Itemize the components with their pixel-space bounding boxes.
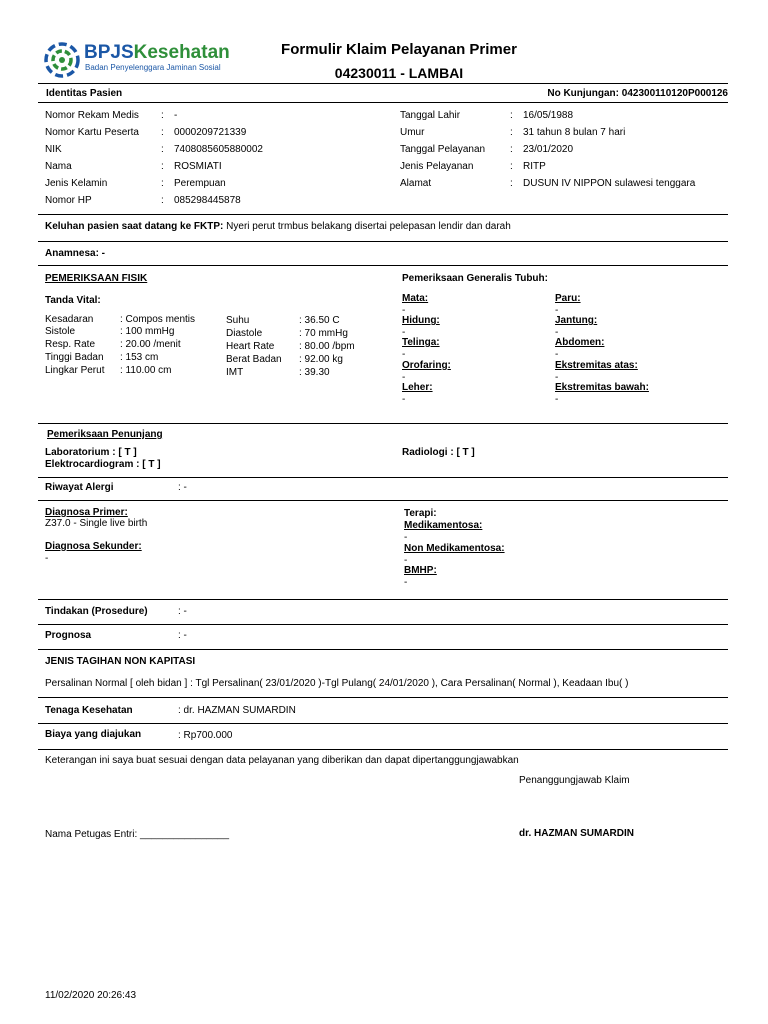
divider — [38, 624, 728, 625]
generalis-value: - — [402, 372, 406, 383]
field-label: Nomor HP — [45, 195, 92, 206]
vital-value: : 100 mmHg — [120, 326, 175, 337]
medikamentosa-label: Medikamentosa: — [404, 520, 483, 531]
logo-tagline: Badan Penyelenggara Jaminan Sosial — [85, 63, 221, 72]
bpjs-logo-icon — [44, 42, 80, 78]
divider — [38, 697, 728, 698]
generalis-value: - — [555, 305, 559, 316]
generalis-value: - — [402, 327, 406, 338]
elektrocardiogram: Elektrocardiogram : [ T ] — [45, 459, 161, 470]
vital-label: Berat Badan — [226, 354, 282, 365]
vital-value: : 20.00 /menit — [120, 339, 181, 350]
logo-brand-kesehatan: Kesehatan — [133, 42, 230, 63]
field-sep: : — [510, 127, 513, 138]
generalis-value: - — [402, 305, 406, 316]
vital-value: : 80.00 /bpm — [299, 341, 355, 352]
field-value: 7408085605880002 — [174, 144, 263, 155]
field-value: DUSUN IV NIPPON sulawesi tenggara — [523, 178, 696, 189]
vital-value: : 39.30 — [299, 367, 330, 378]
field-label: Tanggal Pelayanan — [400, 144, 486, 155]
tanda-vital-heading: Tanda Vital: — [45, 295, 101, 306]
generalis-label: Ekstremitas atas: — [555, 360, 638, 371]
generalis-value: - — [555, 327, 559, 338]
generalis-value: - — [402, 349, 406, 360]
penanggungjawab: Penanggungjawab Klaim — [519, 775, 630, 786]
divider — [38, 749, 728, 750]
vital-value: : 70 mmHg — [299, 328, 348, 339]
tindakan-value: : - — [178, 606, 187, 617]
field-sep: : — [161, 178, 164, 189]
dokter-signature: dr. HAZMAN SUMARDIN — [519, 828, 634, 839]
logo-brand-bpjs: BPJS — [84, 42, 134, 63]
vital-value: : 36.50 C — [299, 315, 340, 326]
field-value: 31 tahun 8 bulan 7 hari — [523, 127, 626, 138]
divider — [38, 265, 728, 266]
field-sep: : — [161, 144, 164, 155]
pemeriksaan-fisik-heading: PEMERIKSAAN FISIK — [45, 273, 148, 284]
divider — [38, 241, 728, 242]
bmhp-label: BMHP: — [404, 565, 437, 576]
divider — [38, 214, 728, 215]
generalis-label: Abdomen: — [555, 337, 605, 348]
field-sep: : — [161, 110, 164, 121]
non-kapitasi-text: Persalinan Normal [ oleh bidan ] : Tgl Persalinan( 23/01/2020 )-Tgl Pulang( 24/01/2020 ), Cara Persalinan( Normal ), Keadaan Ibu( ) — [45, 678, 629, 689]
generalis-label: Ekstremitas bawah: — [555, 382, 649, 393]
field-value: ROSMIATI — [174, 161, 222, 172]
generalis-value: - — [402, 394, 406, 405]
vital-label: Diastole — [226, 328, 263, 339]
non-medikamentosa-value: - — [404, 555, 408, 566]
divider — [38, 599, 728, 600]
field-sep: : — [161, 195, 164, 206]
field-label: Jenis Kelamin — [45, 178, 108, 189]
tindakan-label: Tindakan (Prosedure) — [45, 606, 148, 617]
generalis-label: Leher: — [402, 382, 433, 393]
terapi-label: Terapi: — [404, 508, 437, 519]
prognosa-value: : - — [178, 630, 187, 641]
field-sep: : — [510, 178, 513, 189]
divider — [38, 500, 728, 501]
field-label: Nomor Kartu Peserta — [45, 127, 139, 138]
field-value: - — [174, 110, 178, 121]
vital-label: Tinggi Badan — [45, 352, 104, 363]
field-sep: : — [161, 127, 164, 138]
medikamentosa-value: - — [404, 532, 408, 543]
vital-label: Heart Rate — [226, 341, 275, 352]
tenaga-label: Tenaga Kesehatan — [45, 705, 133, 716]
vital-label: Sistole — [45, 326, 76, 337]
identitas-heading: Identitas Pasien — [46, 88, 123, 99]
field-value: 0000209721339 — [174, 127, 247, 138]
divider — [38, 649, 728, 650]
field-label: Alamat — [400, 178, 432, 189]
vital-label: Lingkar Perut — [45, 365, 105, 376]
tenaga-value: : dr. HAZMAN SUMARDIN — [178, 705, 296, 716]
keluhan-label: Keluhan pasien saat datang ke FKTP: — [45, 221, 224, 232]
diagnosa-primer-label: Diagnosa Primer: — [45, 507, 128, 518]
field-value: RITP — [523, 161, 546, 172]
generalis-value: - — [555, 349, 559, 360]
generalis-label: Jantung: — [555, 315, 598, 326]
divider — [38, 423, 728, 424]
field-label: Nama — [45, 161, 72, 172]
vital-value: : 110.00 cm — [120, 365, 172, 376]
diagnosa-sekunder-label: Diagnosa Sekunder: — [45, 541, 142, 552]
diagnosa-primer-value: Z37.0 - Single live birth — [45, 518, 148, 529]
divider — [38, 83, 728, 84]
generalis-value: - — [555, 394, 559, 405]
alergi-label: Riwayat Alergi — [45, 482, 114, 493]
field-sep: : — [510, 161, 513, 172]
vital-value: : 92.00 kg — [299, 354, 343, 365]
non-kapitasi-heading: JENIS TAGIHAN NON KAPITASI — [45, 656, 196, 667]
prognosa-label: Prognosa — [45, 630, 92, 641]
field-label: Umur — [400, 127, 425, 138]
field-sep: : — [161, 161, 164, 172]
field-label: Tanggal Lahir — [400, 110, 461, 121]
divider — [38, 477, 728, 478]
form-subtitle: 04230011 - LAMBAI — [334, 65, 464, 81]
field-sep: : — [510, 110, 513, 121]
vital-label: Suhu — [226, 315, 250, 326]
divider — [38, 102, 728, 103]
form-title: Formulir Klaim Pelayanan Primer — [281, 41, 517, 58]
field-sep: : — [510, 144, 513, 155]
radiologi: Radiologi : [ T ] — [402, 447, 475, 458]
field-label: NIK — [45, 144, 62, 155]
logo-text — [84, 42, 230, 64]
vital-value: : 153 cm — [120, 352, 159, 363]
vital-label: IMT — [226, 367, 244, 378]
vital-label: Resp. Rate — [45, 339, 96, 350]
divider — [38, 723, 728, 724]
print-timestamp: 11/02/2020 20:26:43 — [45, 990, 137, 1001]
field-value: 23/01/2020 — [523, 144, 574, 155]
biaya-label: Biaya yang diajukan — [45, 729, 142, 740]
non-medikamentosa-label: Non Medikamentosa: — [404, 543, 505, 554]
laboratorium: Laboratorium : [ T ] — [45, 447, 137, 458]
generalis-label: Paru: — [555, 293, 581, 304]
field-label: Jenis Pelayanan — [400, 161, 474, 172]
anamnesa: Anamnesa: - — [45, 248, 106, 259]
penunjang-heading: Pemeriksaan Penunjang — [47, 429, 163, 440]
bmhp-value: - — [404, 577, 408, 588]
petugas-entri: Nama Petugas Entri: ________________ — [45, 829, 230, 840]
keluhan-row — [45, 221, 511, 233]
field-value: 16/05/1988 — [523, 110, 574, 121]
generalis-label: Hidung: — [402, 315, 440, 326]
vital-value: : Compos mentis — [120, 314, 196, 325]
generalis-label: Mata: — [402, 293, 429, 304]
generalis-label: Telinga: — [402, 337, 440, 348]
alergi-value: : - — [178, 482, 187, 493]
diagnosa-sekunder-value: - — [45, 553, 49, 564]
generalis-heading: Pemeriksaan Generalis Tubuh: — [402, 273, 548, 284]
vital-label: Kesadaran — [45, 314, 94, 325]
field-label: Nomor Rekam Medis — [45, 110, 139, 121]
field-value: Perempuan — [174, 178, 226, 189]
no-kunjungan: No Kunjungan: 042300110120P000126 — [547, 88, 728, 99]
keluhan-value: Nyeri perut trmbus belakang disertai pelepasan lendir dan darah — [226, 221, 511, 232]
generalis-label: Orofaring: — [402, 360, 451, 371]
field-value: 085298445878 — [174, 195, 241, 206]
biaya-value: : Rp700.000 — [178, 730, 233, 741]
generalis-value: - — [555, 372, 559, 383]
keterangan: Keterangan ini saya buat sesuai dengan data pelayanan yang diberikan dan dapat dipertanggungjawabkan — [45, 755, 519, 766]
